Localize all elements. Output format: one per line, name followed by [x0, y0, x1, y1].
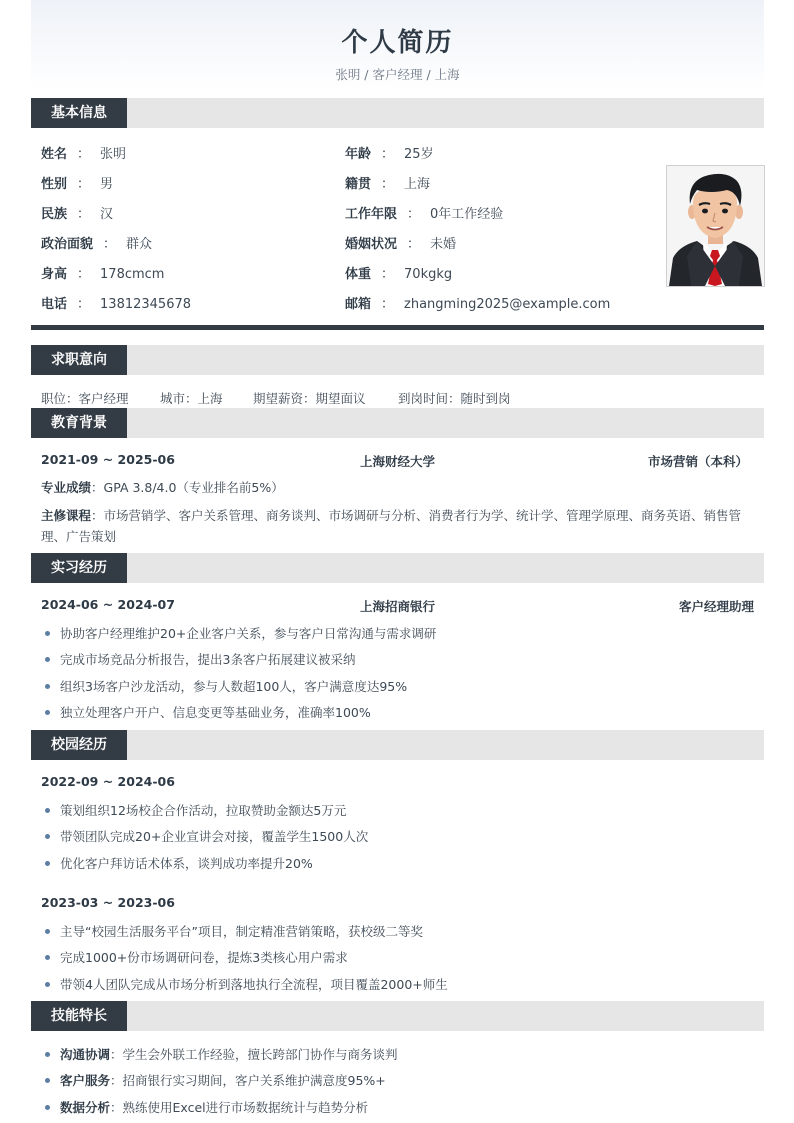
campus-bullet: 策划组织12场校企合作活动，拉取赞助金额达5万元 [45, 801, 346, 819]
section-internship [31, 553, 764, 583]
campus-bullet: 主导“校园生活服务平台”项目，制定精准营销策略，获校级二等奖 [45, 922, 423, 940]
skill-item: 客户服务：招商银行实习期间，客户关系维护满意度95%+ [45, 1071, 386, 1089]
internship-bullet: 协助客户经理维护20+企业客户关系，参与客户日常沟通与需求调研 [45, 624, 436, 642]
info-marital: 婚姻状况 ： 未婚 [345, 237, 457, 252]
section-job-intent [31, 345, 764, 375]
avatar-portrait [667, 166, 764, 286]
resume-subtitle: 张明 / 客户经理 / 上海 [335, 67, 460, 82]
education-courses: 主修课程：市场营销学、客户关系管理、商务谈判、市场调研与分析、消费者行为学、统计学、管理学原理、商务英语、销售管理、广告策划 [41, 508, 742, 544]
section-basic-info-label: 基本信息 [31, 98, 127, 128]
internship-bullet: 独立处理客户开户、信息变更等基础业务，准确率100% [45, 703, 371, 721]
info-age: 年龄 ： 25岁 [345, 147, 434, 162]
education-grade: 专业成绩：GPA 3.8/4.0（专业排名前5%） [41, 480, 284, 495]
section-divider [31, 325, 764, 330]
section-campus-label: 校园经历 [31, 730, 127, 760]
info-gender: 性别 ： 男 [41, 177, 114, 192]
section-skills [31, 1001, 764, 1031]
section-job-intent-label: 求职意向 [31, 345, 127, 375]
section-education-label: 教育背景 [31, 408, 127, 438]
campus-bullet: 优化客户拜访话术体系，谈判成功率提升20% [45, 854, 313, 872]
section-education [31, 408, 764, 438]
info-email: 邮箱 ： zhangming2025@example.com [345, 297, 611, 312]
info-height: 身高 ： 178cmcm [41, 267, 165, 282]
section-skills-label: 技能特长 [31, 1001, 127, 1031]
info-name: 姓名 ： 张明 [41, 147, 127, 162]
education-school: 上海财经大学 [359, 454, 435, 469]
internship-company: 上海招商银行 [359, 599, 435, 614]
internship-bullet: 组织3场客户沙龙活动，参与人数超100人，客户满意度达95% [45, 677, 407, 695]
intent-salary: 期望薪资：期望面议 [253, 391, 366, 406]
section-basic-info [31, 98, 764, 128]
internship-role: 客户经理助理 [678, 599, 754, 614]
info-work-years: 工作年限 ： 0年工作经验 [345, 207, 504, 222]
education-date: 2021-09 ~ 2025-06 [41, 452, 175, 467]
avatar [666, 165, 765, 287]
info-hometown: 籍贯 ： 上海 [345, 177, 431, 192]
info-weight: 体重 ： 70kgkg [345, 267, 453, 282]
section-internship-label: 实习经历 [31, 553, 127, 583]
info-political: 政治面貌 ： 群众 [41, 237, 153, 252]
intent-city: 城市：上海 [160, 391, 223, 406]
info-phone: 电话 ： 13812345678 [41, 297, 192, 312]
campus-bullet: 带领4人团队完成从市场分析到落地执行全流程，项目覆盖2000+师生 [45, 975, 448, 993]
internship-bullet: 完成市场竞品分析报告，提出3条客户拓展建议被采纳 [45, 650, 355, 668]
info-ethnicity: 民族 ： 汉 [41, 207, 114, 222]
campus-date: 2022-09 ~ 2024-06 [41, 774, 175, 789]
section-campus [31, 730, 764, 760]
campus-date: 2023-03 ~ 2023-06 [41, 895, 175, 910]
resume-header [31, 0, 764, 90]
internship-date: 2024-06 ~ 2024-07 [41, 597, 175, 612]
campus-bullet: 完成1000+份市场调研问卷，提炼3类核心用户需求 [45, 948, 348, 966]
resume-title: 个人简历 [341, 28, 454, 58]
skill-item: 沟通协调：学生会外联工作经验，擅长跨部门协作与商务谈判 [45, 1045, 398, 1063]
intent-start-time: 到岗时间：随时到岗 [398, 391, 511, 406]
campus-bullet: 带领团队完成20+企业宣讲会对接，覆盖学生1500人次 [45, 827, 368, 845]
education-major: 市场营销（本科） [647, 454, 748, 469]
intent-position: 职位：客户经理 [41, 391, 129, 406]
skill-item: 数据分析：熟练使用Excel进行市场数据统计与趋势分析 [45, 1098, 368, 1116]
